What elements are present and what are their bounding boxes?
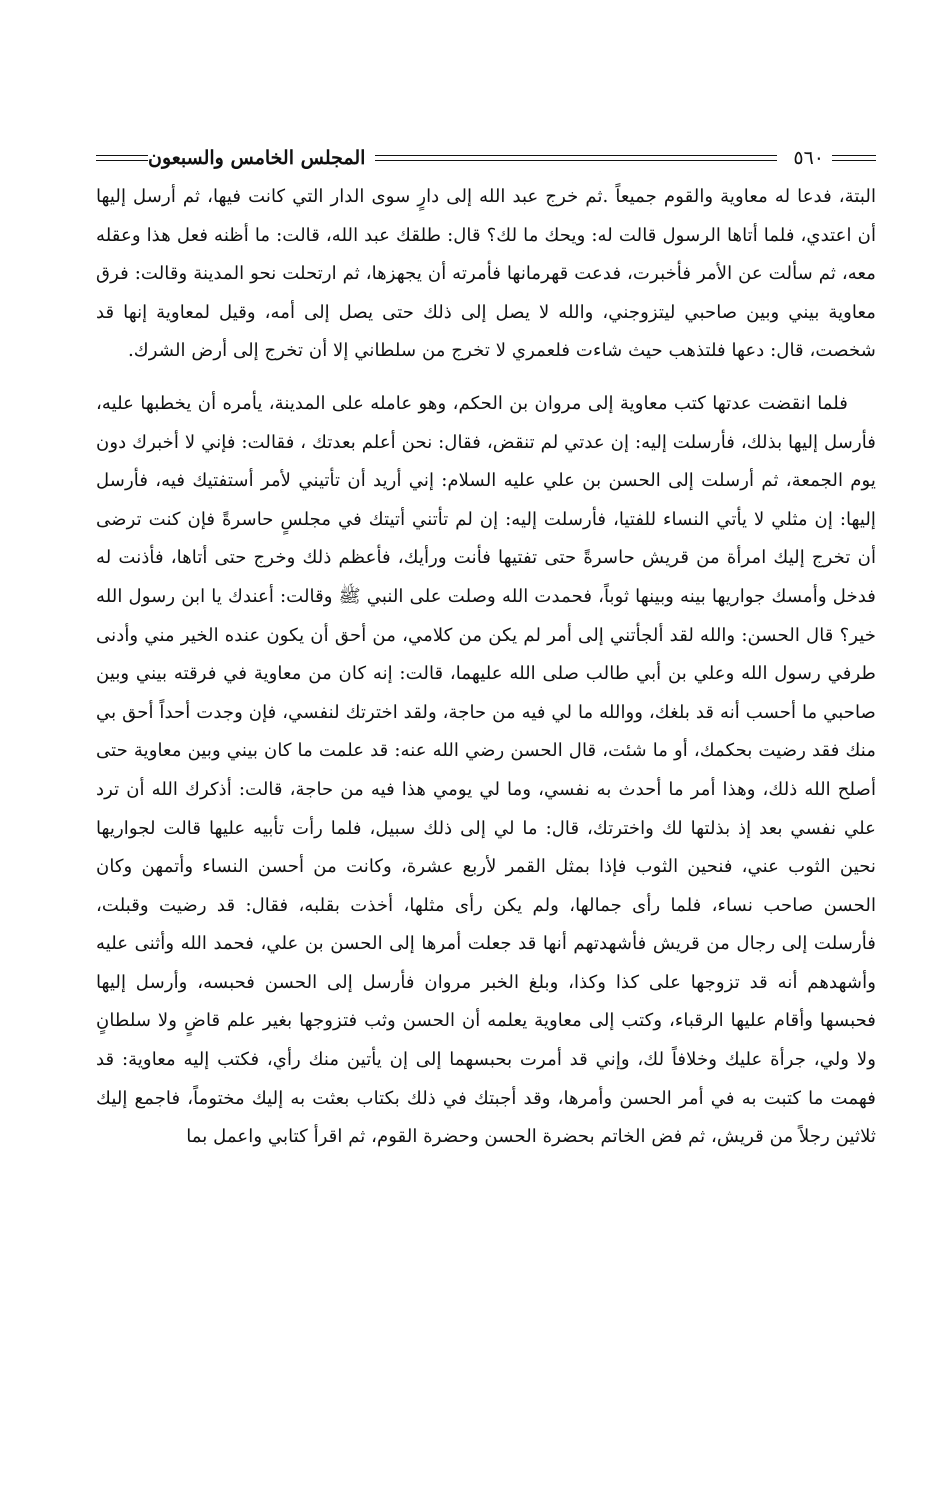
header-rule-middle — [375, 155, 777, 161]
header-rule-right — [832, 155, 876, 161]
running-header — [96, 140, 876, 176]
chapter-title: المجلس الخامس والسبعون — [148, 147, 366, 169]
header-rule-left — [96, 155, 148, 161]
paragraph-1: البتة، فدعا له معاوية والقوم جميعاً .ثم خرج عبد الله إلى دارٍ سوى الدار التي كانت فيها، ثم أرسل إليها أن اعتدي، فلما أتاها الرسول قالت له: ويحك ما لك؟ قال: طلقك عبد الله، قالت: ما أظنه فعل هذا وعقله معه، ثم سألت عن الأمر فأخبرت، فدعت قهرمانها فأمرته أن يجهزها، ثم ارتحلت نحو المدينة وقالت: فرق معاوية بيني وبين صاحبي ليتزوجني، والله لا يصل إلى ذلك حتى يصل إلى أمه، وقيل لمعاوية إنها قد شخصت، قال: دعها فلتذهب حيث شاءت فلعمري لا تخرج من سلطاني إلا أن تخرج إلى أرض الشرك. — [96, 186, 876, 362]
page-number: ٥٦٠ — [793, 147, 824, 169]
paragraph-2: فلما انقضت عدتها كتب معاوية إلى مروان بن الحكم، وهو عامله على المدينة، يأمره أن يخطبها عليه، فأرسل إليها بذلك، فأرسلت إليه: إن عدتي لم تنقض، فقال: نحن أعلم بعدتك ، فقالت: فإني لا أخبرك دون يوم الجمعة، ثم أرسلت إلى الحسن بن علي عليه السلام: إني أريد أن تأتيني لأمر أستفتيك فيه، فأرسل إليها: إن مثلي لا يأتي النساء للفتيا، فأرسلت إليه: إن لم تأتني أتيتك في مجلسٍ حاسرةً فإن كنت ترضى أن تخرج إليك امرأة من قريش حاسرةً حتى تفتيها فأنت ورأيك، فأعظم ذلك وخرج حتى أتاها، فأذنت له فدخل وأمسك جواريها بينه وبينها ثوباً، فحمدت الله وصلت على النبي ﷺ وقالت: أعندك يا ابن رسول الله خير؟ قال الحسن: والله لقد ألجأتني إلى أمر لم يكن من كلامي، من أحق أن يكون عنده الخير مني وأدنى طرفي رسول الله وعلي بن أبي طالب صلى الله عليهما، قالت: إنه كان من معاوية في فرقته بيني وبين صاحبي ما أحسب أنه قد بلغك، ووالله ما لي فيه من حاجة، ولقد اخترتك لنفسي، فإن وجدت أحداً أحق بي منك فقد رضيت بحكمك، أو ما شئت، قال الحسن رضي الله عنه: قد علمت ما كان بيني وبين معاوية حتى أصلح الله ذلك، وهذا أمر ما أحدث به نفسي، وما لي يومي هذا فيه من حاجة، قالت: أذكرك الله أن ترد علي نفسي بعد إذ بذلتها لك واخترتك، قال: ما لي إلى ذلك سبيل، فلما رأت تأبيه عليها قالت لجواريها نحين الثوب عني، فنحين الثوب فإذا بمثل القمر لأربع عشرة، وكانت من أحسن النساء وأتمهن وكان الحسن صاحب نساء، فلما رأى جمالها، ولم يكن رأى مثلها، أخذت بقلبه، فقال: قد رضيت وقبلت، فأرسلت إلى رجال من قريش فأشهدتهم أنها قد جعلت أمرها إلى الحسن بن علي، فحمد الله وأثنى عليه وأشهدهم أنه قد تزوجها على كذا وكذا، وبلغ الخبر مروان فأرسل إلى الحسن فحبسه، وأرسل إليها فحبسها وأقام عليها الرقباء، وكتب إلى معاوية يعلمه أن الحسن وثب فتزوجها بغير علم قاضٍ ولا سلطانٍ ولا ولي، جرأة عليك وخلافاً لك، وإني قد أمرت بحبسهما إلى إن يأتين منك رأي، فكتب إليه معاوية: قد فهمت ما كتبت به في أمر الحسن وأمرها، وقد أجبتك في ذلك بكتاب بعثت به إليك مختوماً، فاجمع إليك ثلاثين رجلاً من قريش، ثم فض الخاتم بحضرة الحسن وحضرة القوم، ثم اقرأ كتابي واعمل بما — [96, 392, 876, 1148]
book-page — [96, 140, 876, 1157]
